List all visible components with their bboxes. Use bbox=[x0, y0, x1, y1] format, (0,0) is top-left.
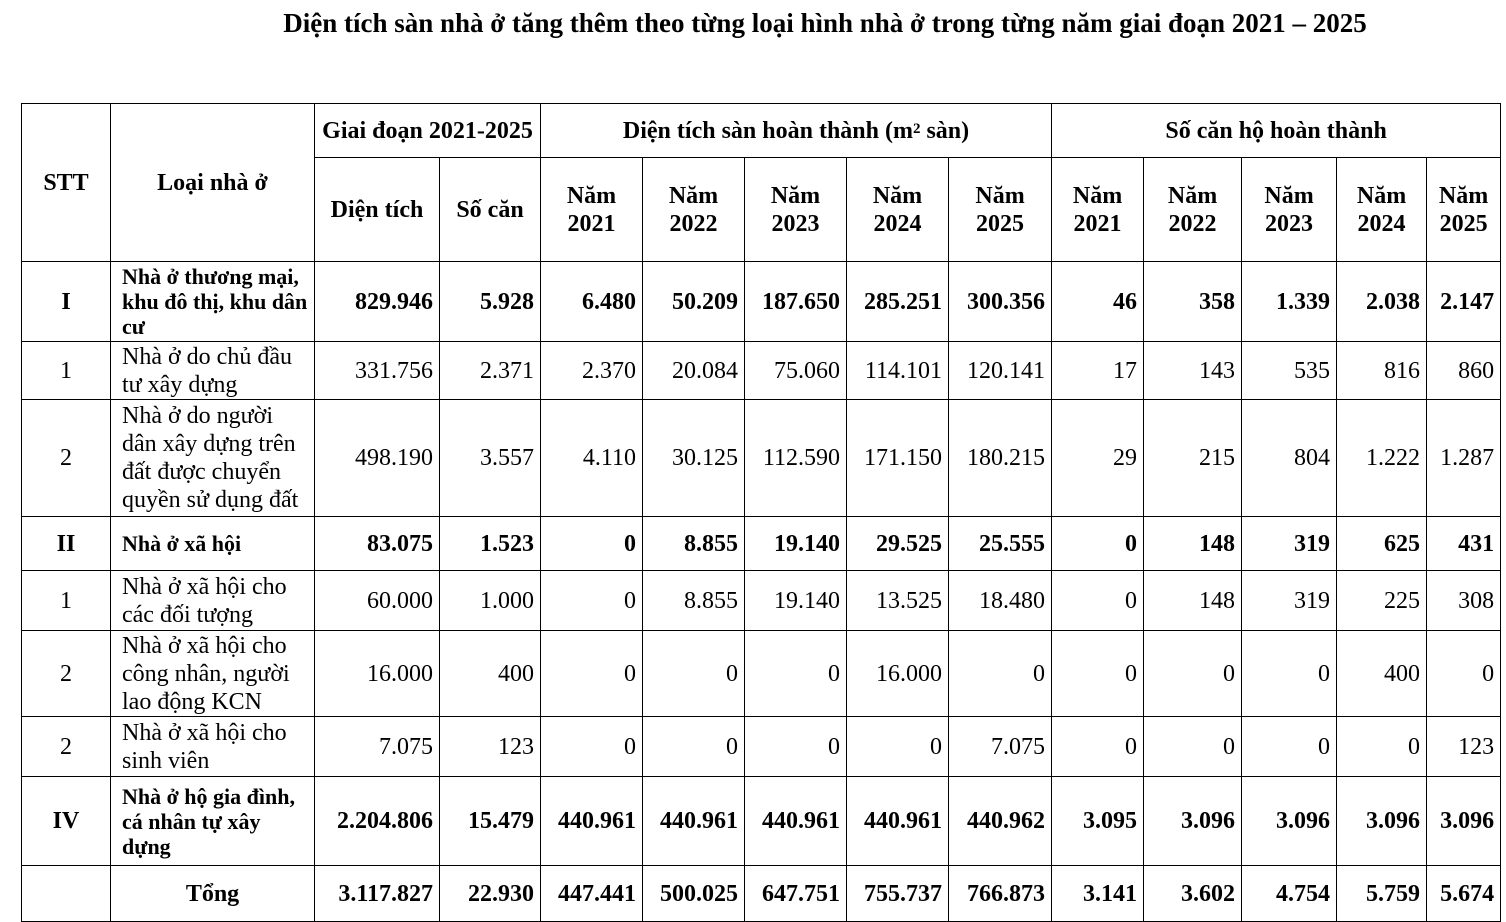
table-body bbox=[22, 262, 1501, 922]
row-value: 440.961 bbox=[643, 777, 745, 866]
row-value: 0 bbox=[949, 631, 1052, 717]
row-value: 0 bbox=[541, 571, 643, 631]
row-value: 215 bbox=[1144, 400, 1242, 517]
total-value: 647.751 bbox=[745, 866, 847, 922]
row-value: 19.140 bbox=[745, 571, 847, 631]
row-value: 7.075 bbox=[315, 717, 440, 777]
row-value: 4.110 bbox=[541, 400, 643, 517]
row-value: 331.756 bbox=[315, 342, 440, 400]
row-value: 60.000 bbox=[315, 571, 440, 631]
row-value: 0 bbox=[1144, 631, 1242, 717]
row-value: 319 bbox=[1242, 517, 1337, 571]
table-row bbox=[22, 777, 1501, 866]
row-stt: 1 bbox=[22, 342, 111, 400]
row-value: 2.370 bbox=[541, 342, 643, 400]
row-value: 300.356 bbox=[949, 262, 1052, 342]
table-title: Diện tích sàn nhà ở tăng thêm theo từng loại hình nhà ở trong từng năm giai đoạn 2021 – 2025 bbox=[283, 8, 1367, 38]
row-value: 0 bbox=[745, 631, 847, 717]
row-value: 16.000 bbox=[847, 631, 949, 717]
row-value: 2.371 bbox=[440, 342, 541, 400]
row-value: 0 bbox=[1242, 717, 1337, 777]
row-value: 285.251 bbox=[847, 262, 949, 342]
row-value: 75.060 bbox=[745, 342, 847, 400]
header-year: Năm 2022 bbox=[1144, 158, 1242, 262]
total-value: 3.602 bbox=[1144, 866, 1242, 922]
table-row bbox=[22, 262, 1501, 342]
header-year: Năm 2025 bbox=[949, 158, 1052, 262]
row-name: Nhà ở do chủ đầu tư xây dựng bbox=[111, 342, 315, 400]
row-value: 13.525 bbox=[847, 571, 949, 631]
row-name: Nhà ở xã hội cho các đối tượng bbox=[111, 571, 315, 631]
row-name: Nhà ở xã hội bbox=[111, 517, 315, 571]
row-value: 25.555 bbox=[949, 517, 1052, 571]
row-value: 431 bbox=[1427, 517, 1501, 571]
row-stt: 2 bbox=[22, 400, 111, 517]
row-stt: 2 bbox=[22, 717, 111, 777]
row-value: 123 bbox=[440, 717, 541, 777]
row-value: 1.287 bbox=[1427, 400, 1501, 517]
total-value: 5.759 bbox=[1337, 866, 1427, 922]
row-value: 143 bbox=[1144, 342, 1242, 400]
row-value: 3.095 bbox=[1052, 777, 1144, 866]
header-dien-tich-san: Diện tích sàn hoàn thành ($m^2$ sàn) bbox=[541, 104, 1052, 158]
row-value: 171.150 bbox=[847, 400, 949, 517]
row-value: 114.101 bbox=[847, 342, 949, 400]
row-value: 400 bbox=[1337, 631, 1427, 717]
row-value: 112.590 bbox=[745, 400, 847, 517]
row-value: 83.075 bbox=[315, 517, 440, 571]
total-label: Tổng bbox=[111, 866, 315, 922]
row-value: 8.855 bbox=[643, 571, 745, 631]
row-value: 2.147 bbox=[1427, 262, 1501, 342]
row-stt: IV bbox=[22, 777, 111, 866]
table-row bbox=[22, 631, 1501, 717]
total-row bbox=[22, 866, 1501, 922]
header-year: Năm 2023 bbox=[1242, 158, 1337, 262]
row-name: Nhà ở xã hội cho công nhân, người lao động KCN bbox=[111, 631, 315, 717]
row-value: 860 bbox=[1427, 342, 1501, 400]
row-name: Nhà ở hộ gia đình, cá nhân tự xây dựng bbox=[111, 777, 315, 866]
header-year: Năm 2024 bbox=[1337, 158, 1427, 262]
row-stt: I bbox=[22, 262, 111, 342]
row-value: 148 bbox=[1144, 517, 1242, 571]
row-value: 0 bbox=[643, 717, 745, 777]
row-value: 308 bbox=[1427, 571, 1501, 631]
row-value: 3.096 bbox=[1337, 777, 1427, 866]
row-value: 1.523 bbox=[440, 517, 541, 571]
header-giai-doan: Giai đoạn 2021-2025 bbox=[315, 104, 541, 158]
row-value: 180.215 bbox=[949, 400, 1052, 517]
row-value: 0 bbox=[1052, 631, 1144, 717]
row-value: 0 bbox=[1242, 631, 1337, 717]
header-year: Năm 2023 bbox=[745, 158, 847, 262]
row-value: 0 bbox=[541, 717, 643, 777]
row-value: 120.141 bbox=[949, 342, 1052, 400]
row-value: 3.557 bbox=[440, 400, 541, 517]
row-value: 187.650 bbox=[745, 262, 847, 342]
header-dien-tich: Diện tích bbox=[315, 158, 440, 262]
row-value: 440.961 bbox=[745, 777, 847, 866]
total-stt-empty bbox=[22, 866, 111, 922]
row-value: 3.096 bbox=[1242, 777, 1337, 866]
row-value: 804 bbox=[1242, 400, 1337, 517]
row-value: 30.125 bbox=[643, 400, 745, 517]
table-row bbox=[22, 517, 1501, 571]
total-value: 3.117.827 bbox=[315, 866, 440, 922]
row-value: 46 bbox=[1052, 262, 1144, 342]
row-value: 1.000 bbox=[440, 571, 541, 631]
row-value: 440.962 bbox=[949, 777, 1052, 866]
row-stt: 1 bbox=[22, 571, 111, 631]
row-value: 0 bbox=[643, 631, 745, 717]
header-year: Năm 2025 bbox=[1427, 158, 1501, 262]
row-value: 7.075 bbox=[949, 717, 1052, 777]
row-value: 498.190 bbox=[315, 400, 440, 517]
total-value: 755.737 bbox=[847, 866, 949, 922]
row-value: 2.204.806 bbox=[315, 777, 440, 866]
row-value: 0 bbox=[1144, 717, 1242, 777]
row-value: 440.961 bbox=[541, 777, 643, 866]
row-value: 400 bbox=[440, 631, 541, 717]
header-so-can: Số căn bbox=[440, 158, 541, 262]
row-stt: II bbox=[22, 517, 111, 571]
total-value: 22.930 bbox=[440, 866, 541, 922]
row-value: 15.479 bbox=[440, 777, 541, 866]
row-value: 2.038 bbox=[1337, 262, 1427, 342]
row-value: 20.084 bbox=[643, 342, 745, 400]
row-name: Nhà ở thương mại, khu đô thị, khu dân cư bbox=[111, 262, 315, 342]
row-value: 625 bbox=[1337, 517, 1427, 571]
row-value: 0 bbox=[1337, 717, 1427, 777]
row-value: 0 bbox=[1052, 571, 1144, 631]
row-value: 1.339 bbox=[1242, 262, 1337, 342]
row-value: 0 bbox=[541, 631, 643, 717]
row-value: 0 bbox=[847, 717, 949, 777]
total-value: 5.674 bbox=[1427, 866, 1501, 922]
header-year: Năm 2021 bbox=[541, 158, 643, 262]
row-value: 440.961 bbox=[847, 777, 949, 866]
row-name: Nhà ở xã hội cho sinh viên bbox=[111, 717, 315, 777]
row-value: 8.855 bbox=[643, 517, 745, 571]
header-year: Năm 2024 bbox=[847, 158, 949, 262]
row-value: 225 bbox=[1337, 571, 1427, 631]
row-value: 0 bbox=[1052, 517, 1144, 571]
row-value: 17 bbox=[1052, 342, 1144, 400]
row-value: 18.480 bbox=[949, 571, 1052, 631]
total-value: 3.141 bbox=[1052, 866, 1144, 922]
row-stt: 2 bbox=[22, 631, 111, 717]
total-value: 766.873 bbox=[949, 866, 1052, 922]
table-row bbox=[22, 571, 1501, 631]
total-value: 447.441 bbox=[541, 866, 643, 922]
housing-area-table bbox=[21, 103, 1501, 922]
row-value: 816 bbox=[1337, 342, 1427, 400]
row-name: Nhà ở do người dân xây dựng trên đất được chuyển quyền sử dụng đất bbox=[111, 400, 315, 517]
total-value: 4.754 bbox=[1242, 866, 1337, 922]
row-value: 0 bbox=[1052, 717, 1144, 777]
header-year: Năm 2022 bbox=[643, 158, 745, 262]
row-value: 19.140 bbox=[745, 517, 847, 571]
table-row bbox=[22, 717, 1501, 777]
header-so-can-ho: Số căn hộ hoàn thành bbox=[1052, 104, 1501, 158]
row-value: 1.222 bbox=[1337, 400, 1427, 517]
row-value: 319 bbox=[1242, 571, 1337, 631]
row-value: 3.096 bbox=[1427, 777, 1501, 866]
row-value: 3.096 bbox=[1144, 777, 1242, 866]
row-value: 6.480 bbox=[541, 262, 643, 342]
row-value: 29 bbox=[1052, 400, 1144, 517]
total-value: 500.025 bbox=[643, 866, 745, 922]
header-stt: STT bbox=[22, 104, 111, 262]
table-row bbox=[22, 400, 1501, 517]
header-loai-nha-o: Loại nhà ở bbox=[111, 104, 315, 262]
row-value: 829.946 bbox=[315, 262, 440, 342]
row-value: 123 bbox=[1427, 717, 1501, 777]
row-value: 29.525 bbox=[847, 517, 949, 571]
row-value: 0 bbox=[745, 717, 847, 777]
row-value: 5.928 bbox=[440, 262, 541, 342]
row-value: 50.209 bbox=[643, 262, 745, 342]
row-value: 16.000 bbox=[315, 631, 440, 717]
row-value: 535 bbox=[1242, 342, 1337, 400]
row-value: 0 bbox=[1427, 631, 1501, 717]
table-row bbox=[22, 342, 1501, 400]
row-value: 358 bbox=[1144, 262, 1242, 342]
row-value: 0 bbox=[541, 517, 643, 571]
row-value: 148 bbox=[1144, 571, 1242, 631]
header-year: Năm 2021 bbox=[1052, 158, 1144, 262]
